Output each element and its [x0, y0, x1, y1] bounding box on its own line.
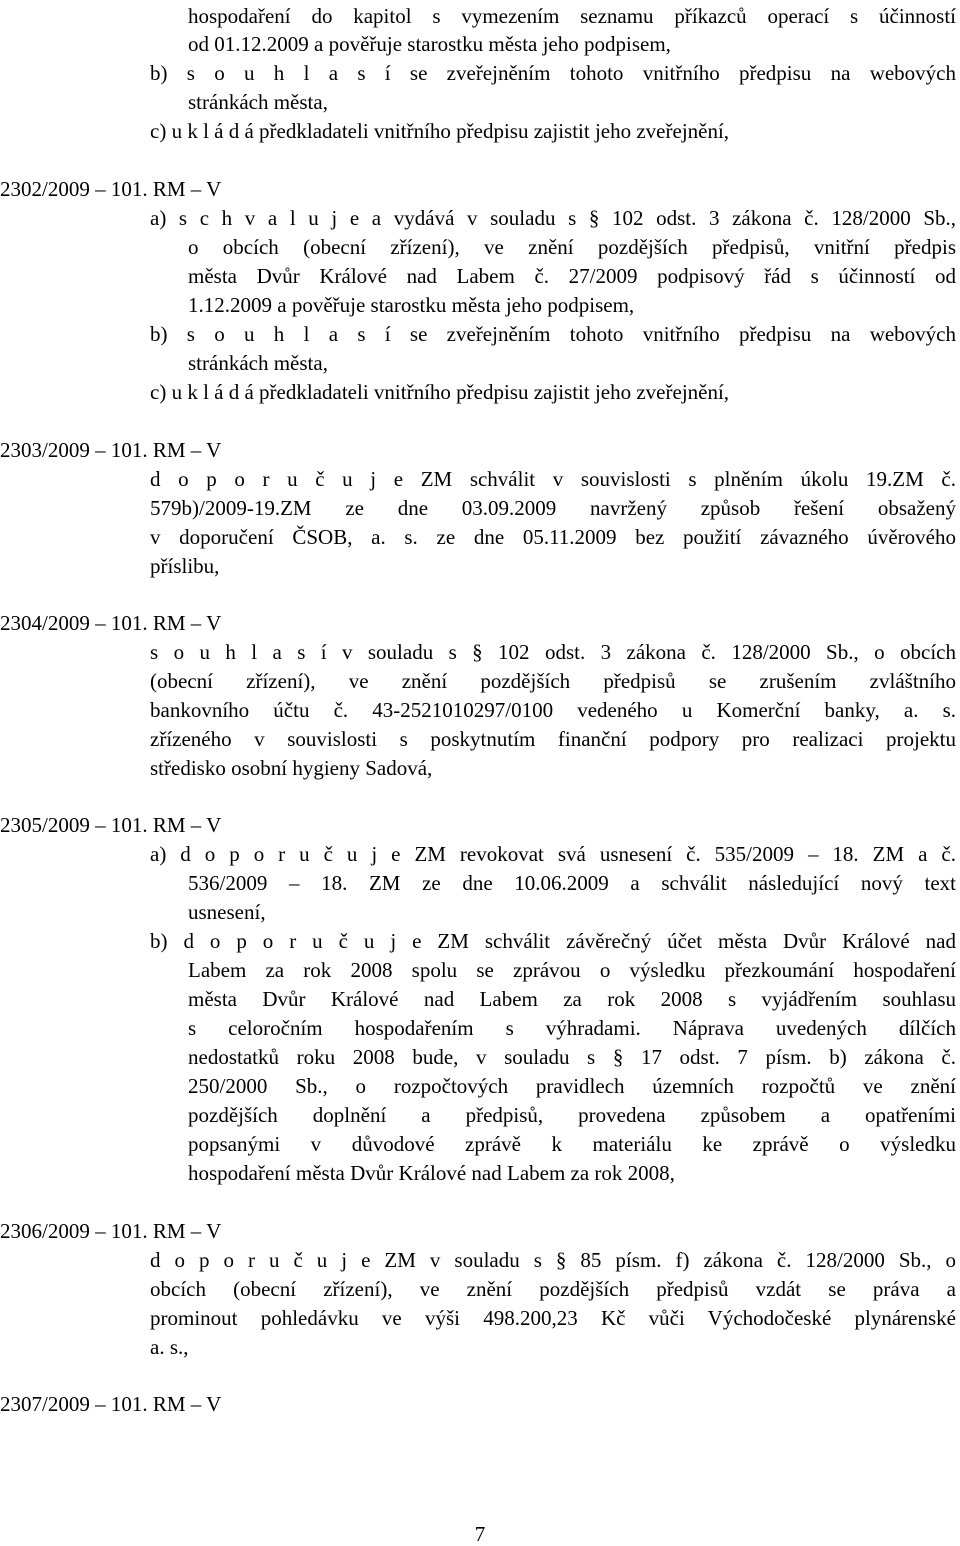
text-line: města Dvůr Králové nad Labem č. 27/2009 podpisový řád s účinností od [188, 264, 956, 288]
text-line: d o p o r u č u j e ZM v souladu s § 85 písm. f) zákona č. 128/2000 Sb., o [150, 1248, 956, 1272]
text-line: středisko osobní hygieny Sadová, [150, 756, 433, 780]
text-line: a) s c h v a l u j e a vydává v souladu s § 102 odst. 3 zákona č. 128/2000 Sb., [150, 206, 956, 230]
text-line: s o u h l a s í v souladu s § 102 odst. 3 zákona č. 128/2000 Sb., o obcích [150, 640, 956, 664]
text-line: 250/2000 Sb., o rozpočtových pravidlech územních rozpočtů ve znění [188, 1074, 956, 1098]
text-line: v doporučení ČSOB, a. s. ze dne 05.11.2009 bez použití závazného úvěrového [150, 525, 956, 549]
page-number: 7 [474, 1522, 486, 1546]
text-line: 1.12.2009 a pověřuje starostku města jeho podpisem, [188, 293, 635, 317]
text-line: popsanými v důvodové zprávě k materiálu ke zprávě o výsledku [188, 1132, 956, 1156]
resolution-number: 2302/2009 – 101. RM – V [0, 177, 222, 201]
text-line: b) s o u h l a s í se zveřejněním tohoto vnitřního předpisu na webových [150, 322, 956, 346]
text-line: stránkách města, [188, 90, 328, 114]
resolution-number: 2305/2009 – 101. RM – V [0, 813, 222, 837]
resolution-number: 2303/2009 – 101. RM – V [0, 438, 222, 462]
text-line: 579b)/2009-19.ZM ze dne 03.09.2009 navržený způsob řešení obsažený [150, 496, 956, 520]
resolution-number: 2307/2009 – 101. RM – V [0, 1392, 222, 1416]
text-line: b) s o u h l a s í se zveřejněním tohoto vnitřního předpisu na webových [150, 61, 956, 85]
text-line: pozdějších doplnění a předpisů, provedena způsobem a opatřeními [188, 1103, 956, 1127]
text-line: města Dvůr Králové nad Labem za rok 2008 s vyjádřením souhlasu [188, 987, 956, 1011]
text-line: a) d o p o r u č u j e ZM revokovat svá usnesení č. 535/2009 – 18. ZM a č. [150, 842, 956, 866]
resolution-number: 2306/2009 – 101. RM – V [0, 1219, 222, 1243]
text-line: Labem za rok 2008 spolu se zprávou o výsledku přezkoumání hospodaření [188, 958, 956, 982]
text-line: bankovního účtu č. 43-2521010297/0100 vedeného u Komerční banky, a. s. [150, 698, 956, 722]
text-line: obcích (obecní zřízení), ve znění pozdějších předpisů vzdát se práva a [150, 1277, 956, 1301]
text-line: hospodaření města Dvůr Králové nad Labem za rok 2008, [188, 1161, 675, 1185]
text-line: s celoročním hospodařením s výhradami. Náprava uvedených dílčích [188, 1016, 956, 1040]
text-line: a. s., [150, 1335, 189, 1359]
text-line: b) d o p o r u č u j e ZM schválit závěrečný účet města Dvůr Králové nad [150, 929, 956, 953]
text-line: d o p o r u č u j e ZM schválit v souvislosti s plněním úkolu 19.ZM č. [150, 467, 956, 491]
text-line: o obcích (obecní zřízení), ve znění pozdějších předpisů, vnitřní předpis [188, 235, 956, 259]
text-line: hospodaření do kapitol s vymezením seznamu příkazců operací s účinností [188, 4, 956, 28]
text-line: 536/2009 – 18. ZM ze dne 10.06.2009 a schválit následující nový text [188, 871, 956, 895]
text-line: c) u k l á d á předkladateli vnitřního předpisu zajistit jeho zveřejnění, [150, 380, 730, 404]
text-line: c) u k l á d á předkladateli vnitřního předpisu zajistit jeho zveřejnění, [150, 119, 730, 143]
text-line: příslibu, [150, 554, 220, 578]
text-line: nedostatků roku 2008 bude, v souladu s § 17 odst. 7 písm. b) zákona č. [188, 1045, 956, 1069]
text-line: usnesení, [188, 900, 266, 924]
text-line: zřízeného v souvislosti s poskytnutím finanční podpory pro realizaci projektu [150, 727, 956, 751]
resolution-number: 2304/2009 – 101. RM – V [0, 611, 222, 635]
text-line: stránkách města, [188, 351, 328, 375]
text-line: od 01.12.2009 a pověřuje starostku města jeho podpisem, [188, 32, 671, 56]
text-line: prominout pohledávku ve výši 498.200,23 Kč vůči Východočeské plynárenské [150, 1306, 956, 1330]
text-line: (obecní zřízení), ve znění pozdějších předpisů se zrušením zvláštního [150, 669, 956, 693]
